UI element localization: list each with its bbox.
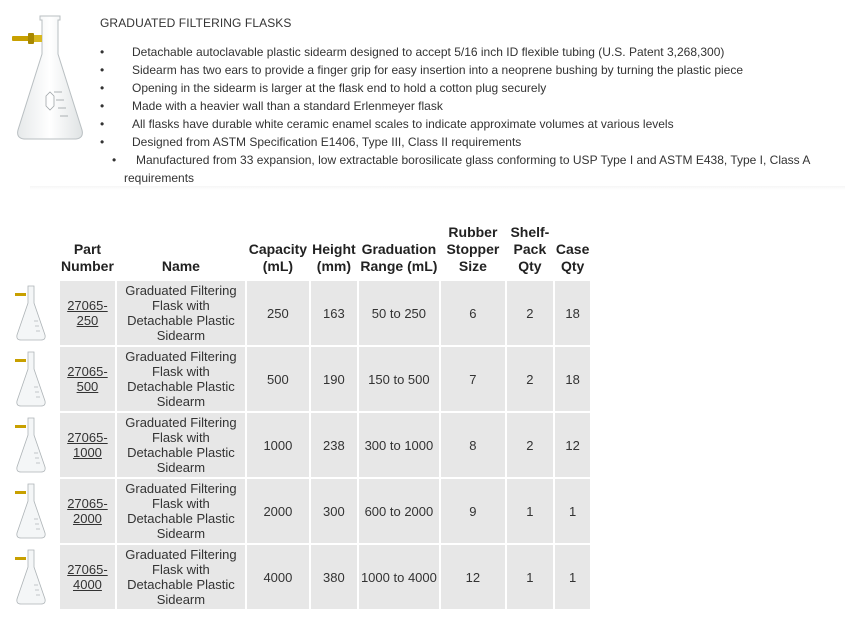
table-row	[4, 347, 590, 411]
filtering-flask-image	[10, 12, 90, 142]
case-qty-cell: 18	[555, 347, 590, 411]
graduation-cell: 50 to 250	[359, 281, 439, 345]
part-number-link[interactable]: 27065-2000	[67, 496, 108, 526]
table-row	[4, 545, 590, 609]
graduation-cell: 300 to 1000	[359, 413, 439, 477]
header-shelf-pack: Shelf-Pack Qty	[510, 224, 550, 274]
name-cell: Graduated Filtering Flask with Detachable Plastic Sidearm	[117, 479, 245, 543]
case-qty-cell: 1	[555, 479, 590, 543]
filtering-flask-icon	[14, 481, 48, 541]
part-number-cell	[60, 479, 115, 543]
feature-item: • Manufactured from 33 expansion, low extractable borosilicate glass conforming to USP Type I and ASTM E438, Type I, Class A requirements	[96, 151, 841, 187]
capacity-cell: 250	[247, 281, 309, 345]
table-header-row	[4, 224, 590, 279]
part-number-cell	[60, 281, 115, 345]
part-number-link[interactable]: 27065-250	[67, 298, 108, 328]
header-case-qty: Case Qty	[555, 241, 590, 274]
product-thumbnail[interactable]	[4, 413, 58, 477]
feature-item: • Made with a heavier wall than a standard Erlenmeyer flask	[96, 97, 841, 115]
shelf-pack-cell: 1	[507, 479, 553, 543]
name-cell: Graduated Filtering Flask with Detachable Plastic Sidearm	[117, 281, 245, 345]
graduation-cell: 150 to 500	[359, 347, 439, 411]
feature-item: • All flasks have durable white ceramic enamel scales to indicate approximate volumes at various levels	[96, 115, 841, 133]
height-cell: 380	[311, 545, 357, 609]
feature-item: • Designed from ASTM Specification E1406, Type III, Class II requirements	[96, 133, 841, 151]
stopper-cell: 6	[441, 281, 505, 345]
case-qty-cell: 1	[555, 545, 590, 609]
divider	[30, 186, 845, 190]
header-height: Height (mm)	[312, 241, 356, 274]
product-thumbnail[interactable]	[4, 347, 58, 411]
stopper-cell: 7	[441, 347, 505, 411]
table-row	[4, 413, 590, 477]
part-number-link[interactable]: 27065-500	[67, 364, 108, 394]
graduation-cell: 1000 to 4000	[359, 545, 439, 609]
filtering-flask-icon	[14, 283, 48, 343]
capacity-cell: 4000	[247, 545, 309, 609]
feature-item: • Sidearm has two ears to provide a finger grip for easy insertion into a neoprene bushing by turning the plastic piece	[96, 61, 841, 79]
part-number-link[interactable]: 27065-4000	[67, 562, 108, 592]
feature-item: • Detachable autoclavable plastic sidearm designed to accept 5/16 inch ID flexible tubing (U.S. Patent 3,268,300)	[96, 43, 841, 61]
shelf-pack-cell: 2	[507, 347, 553, 411]
name-cell: Graduated Filtering Flask with Detachable Plastic Sidearm	[117, 347, 245, 411]
name-cell: Graduated Filtering Flask with Detachable Plastic Sidearm	[117, 545, 245, 609]
feature-item: • Opening in the sidearm is larger at the flask end to hold a cotton plug securely	[96, 79, 841, 97]
height-cell: 163	[311, 281, 357, 345]
table-row	[4, 281, 590, 345]
header-graduation: Graduation Range (mL)	[360, 241, 438, 274]
product-thumbnail[interactable]	[4, 479, 58, 543]
stopper-cell: 8	[441, 413, 505, 477]
part-number-cell	[60, 545, 115, 609]
height-cell: 190	[311, 347, 357, 411]
shelf-pack-cell: 2	[507, 281, 553, 345]
name-cell: Graduated Filtering Flask with Detachable Plastic Sidearm	[117, 413, 245, 477]
product-thumbnail[interactable]	[4, 545, 58, 609]
image-column-header	[4, 224, 58, 279]
capacity-cell: 500	[247, 347, 309, 411]
capacity-cell: 1000	[247, 413, 309, 477]
product-table	[2, 222, 592, 611]
stopper-cell: 9	[441, 479, 505, 543]
table-row	[4, 479, 590, 543]
product-thumbnail[interactable]	[4, 281, 58, 345]
shelf-pack-cell: 1	[507, 545, 553, 609]
capacity-cell: 2000	[247, 479, 309, 543]
case-qty-cell: 18	[555, 281, 590, 345]
graduation-cell: 600 to 2000	[359, 479, 439, 543]
part-number-link[interactable]: 27065-1000	[67, 430, 108, 460]
header-part-number: Part Number	[61, 241, 114, 274]
feature-list	[96, 43, 841, 187]
filtering-flask-icon	[14, 415, 48, 475]
case-qty-cell: 12	[555, 413, 590, 477]
header-capacity: Capacity (mL)	[248, 241, 308, 274]
stopper-cell: 12	[441, 545, 505, 609]
part-number-cell	[60, 347, 115, 411]
shelf-pack-cell: 2	[507, 413, 553, 477]
page-title: GRADUATED FILTERING FLASKS	[100, 16, 292, 30]
filtering-flask-icon	[14, 547, 48, 607]
filtering-flask-icon	[14, 349, 48, 409]
part-number-cell	[60, 413, 115, 477]
header-name: Name	[161, 258, 200, 274]
height-cell: 238	[311, 413, 357, 477]
header-stopper: Rubber Stopper Size	[446, 224, 500, 274]
height-cell: 300	[311, 479, 357, 543]
